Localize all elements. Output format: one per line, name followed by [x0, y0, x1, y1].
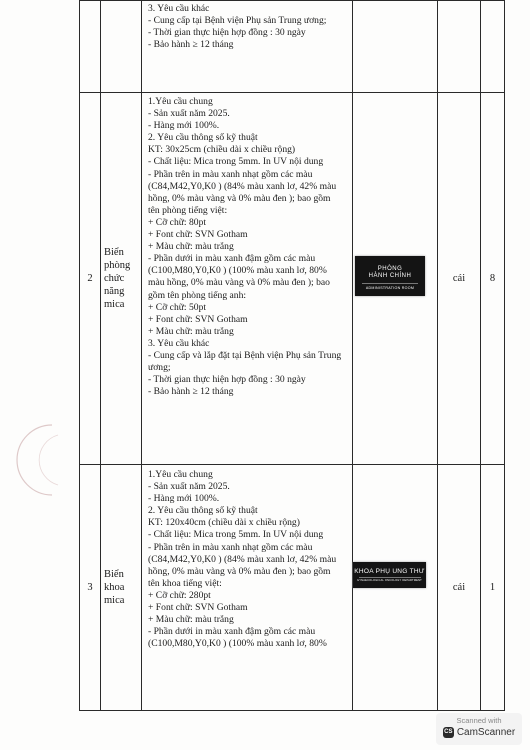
- specification-table: [79, 0, 505, 711]
- item-name-line: Biển: [104, 247, 124, 258]
- description-text: [148, 467, 348, 650]
- item-name-cell: [101, 1, 142, 93]
- desc-line: - Cung cấp và lắp đặt tại Bệnh viện Phụ sản Trung: [148, 349, 342, 361]
- desc-line: - Thời gian thực hiện hợp đồng : 30 ngày: [148, 27, 306, 39]
- desc-line: + Màu chữ: màu trắng: [148, 241, 234, 253]
- desc-line: - Phần dưới in màu xanh đậm gồm các màu: [148, 626, 316, 638]
- quantity-cell: [481, 1, 505, 93]
- desc-line: + Font chữ: SVN Gotham: [148, 313, 248, 325]
- unit-cell: cái: [438, 465, 481, 711]
- sign-title: PHÒNG: [377, 266, 403, 272]
- room-sign-sample: [355, 256, 425, 296]
- desc-line: hồng, 0% màu vàng và 0% màu đen ); bao gồm: [148, 565, 331, 577]
- description-text: [148, 95, 348, 398]
- quantity-cell: 8: [481, 93, 505, 465]
- desc-line: + Màu chữ: màu trắng: [148, 614, 234, 626]
- desc-line: ương;: [148, 362, 171, 374]
- item-name-cell: [101, 465, 142, 711]
- desc-line: + Font chữ: SVN Gotham: [148, 229, 248, 241]
- desc-line: 2. Yêu cầu thông số kỹ thuật: [148, 132, 258, 144]
- scanner-brand-row: [436, 727, 522, 738]
- desc-line: gồm tên phòng tiếng anh:: [148, 289, 247, 301]
- description-cell: [142, 93, 353, 465]
- desc-line: + Màu chữ: màu trắng: [148, 325, 234, 337]
- desc-line: - Hàng mới 100%.: [148, 493, 220, 505]
- desc-line: + Cỡ chữ: 80pt: [148, 216, 207, 228]
- item-name-line: năng: [104, 286, 125, 297]
- desc-line: - Phần dưới in màu xanh đậm gồm các màu: [148, 253, 316, 265]
- item-name-line: Biển khoa: [104, 569, 125, 593]
- department-sign-sample: [353, 562, 426, 588]
- desc-line: 2. Yêu cầu thông số kỹ thuật: [148, 505, 258, 517]
- table-row: [80, 1, 505, 93]
- scanner-brand: CamScanner: [456, 727, 516, 738]
- desc-line: + Font chữ: SVN Gotham: [148, 602, 248, 614]
- desc-line: + Cỡ chữ: 50pt: [148, 301, 207, 313]
- row-number-cell: [80, 1, 101, 93]
- sign-subtitle: ADMINISTRATION ROOM: [365, 286, 415, 290]
- description-cell: [142, 1, 353, 93]
- sign-title: HÀNH CHÍNH: [368, 273, 412, 279]
- desc-line: - Sản xuất năm 2025.: [148, 108, 230, 120]
- desc-line: (C100,M80,Y0,K0 ) (100% màu xanh lơ, 80%: [148, 265, 327, 277]
- desc-line: - Chất liệu: Mica trong 5mm. In UV nội dung: [148, 156, 324, 168]
- description-text: [148, 3, 348, 51]
- camscanner-watermark: [436, 713, 522, 745]
- desc-line: KT: 120x40cm (chiều dài x chiều rộng): [148, 517, 300, 529]
- unit-cell: [438, 1, 481, 93]
- image-cell: [353, 1, 438, 93]
- desc-line: 1.Yêu cầu chung: [148, 96, 213, 107]
- sign-title: KHOA PHỤ UNG THƯ: [354, 568, 425, 575]
- item-name-line: mica: [104, 299, 125, 310]
- item-name-line: mica: [104, 595, 125, 606]
- desc-line: 1.Yêu cầu chung: [148, 469, 213, 480]
- desc-line: (C100,M80,Y0,K0 ) (100% màu xanh lơ, 80%: [148, 638, 327, 650]
- desc-line: - Phần trên in màu xanh nhạt gồm các màu: [148, 541, 313, 553]
- desc-line: - Sản xuất năm 2025.: [148, 481, 230, 493]
- desc-line: - Thời gian thực hiện hợp đồng : 30 ngày: [148, 374, 306, 386]
- desc-line: tên phòng tiếng việt:: [148, 204, 228, 216]
- desc-line: hồng, 0% màu vàng và 0% màu đen ); bao gồm: [148, 192, 331, 204]
- item-name-line: chức: [104, 273, 125, 284]
- table-row: [80, 93, 505, 465]
- description-cell: [142, 465, 353, 711]
- desc-line: - Bảo hành ≥ 12 tháng: [148, 386, 234, 398]
- item-name-cell: [101, 93, 142, 465]
- row-number-cell: 2: [80, 93, 101, 465]
- unit-cell: cái: [438, 93, 481, 465]
- desc-line: - Cung cấp tại Bệnh viện Phụ sản Trung ương;: [148, 15, 327, 27]
- quantity-cell: 1: [481, 465, 505, 711]
- desc-line: - Hàng mới 100%.: [148, 120, 220, 132]
- desc-line: - Bảo hành ≥ 12 tháng: [148, 39, 234, 51]
- desc-line: màu hồng, 0% màu vàng và 0% màu đen ); bao: [148, 277, 330, 289]
- desc-line: KT: 30x25cm (chiều dài x chiều rộng): [148, 144, 296, 156]
- scanner-caption: Scanned with: [456, 716, 502, 725]
- stamp-mark: [12, 420, 72, 500]
- desc-line: tên khoa tiếng việt:: [148, 577, 222, 589]
- sign-divider: [362, 283, 418, 284]
- desc-line: (C84,M42,Y0,K0 ) (84% màu xanh lơ, 42% màu: [148, 180, 337, 192]
- camscanner-icon: CS: [443, 727, 454, 738]
- table-row: [80, 465, 505, 711]
- desc-line: 3. Yêu cầu khác: [148, 3, 210, 14]
- sign-subtitle: GYNAECOLOGICAL ONCOLOGY DEPARTMENT: [357, 579, 422, 582]
- desc-line: - Phần trên in màu xanh nhạt gồm các màu: [148, 168, 313, 180]
- desc-line: 3. Yêu cầu khác: [148, 337, 210, 349]
- sign-divider: [359, 577, 421, 578]
- desc-line: - Chất liệu: Mica trong 5mm. In UV nội dung: [148, 529, 324, 541]
- row-number-cell: 3: [80, 465, 101, 711]
- desc-line: + Cỡ chữ: 280pt: [148, 589, 211, 601]
- item-name-line: phòng: [104, 260, 131, 271]
- desc-line: (C84,M42,Y0,K0 ) (84% màu xanh lơ, 42% màu: [148, 553, 337, 565]
